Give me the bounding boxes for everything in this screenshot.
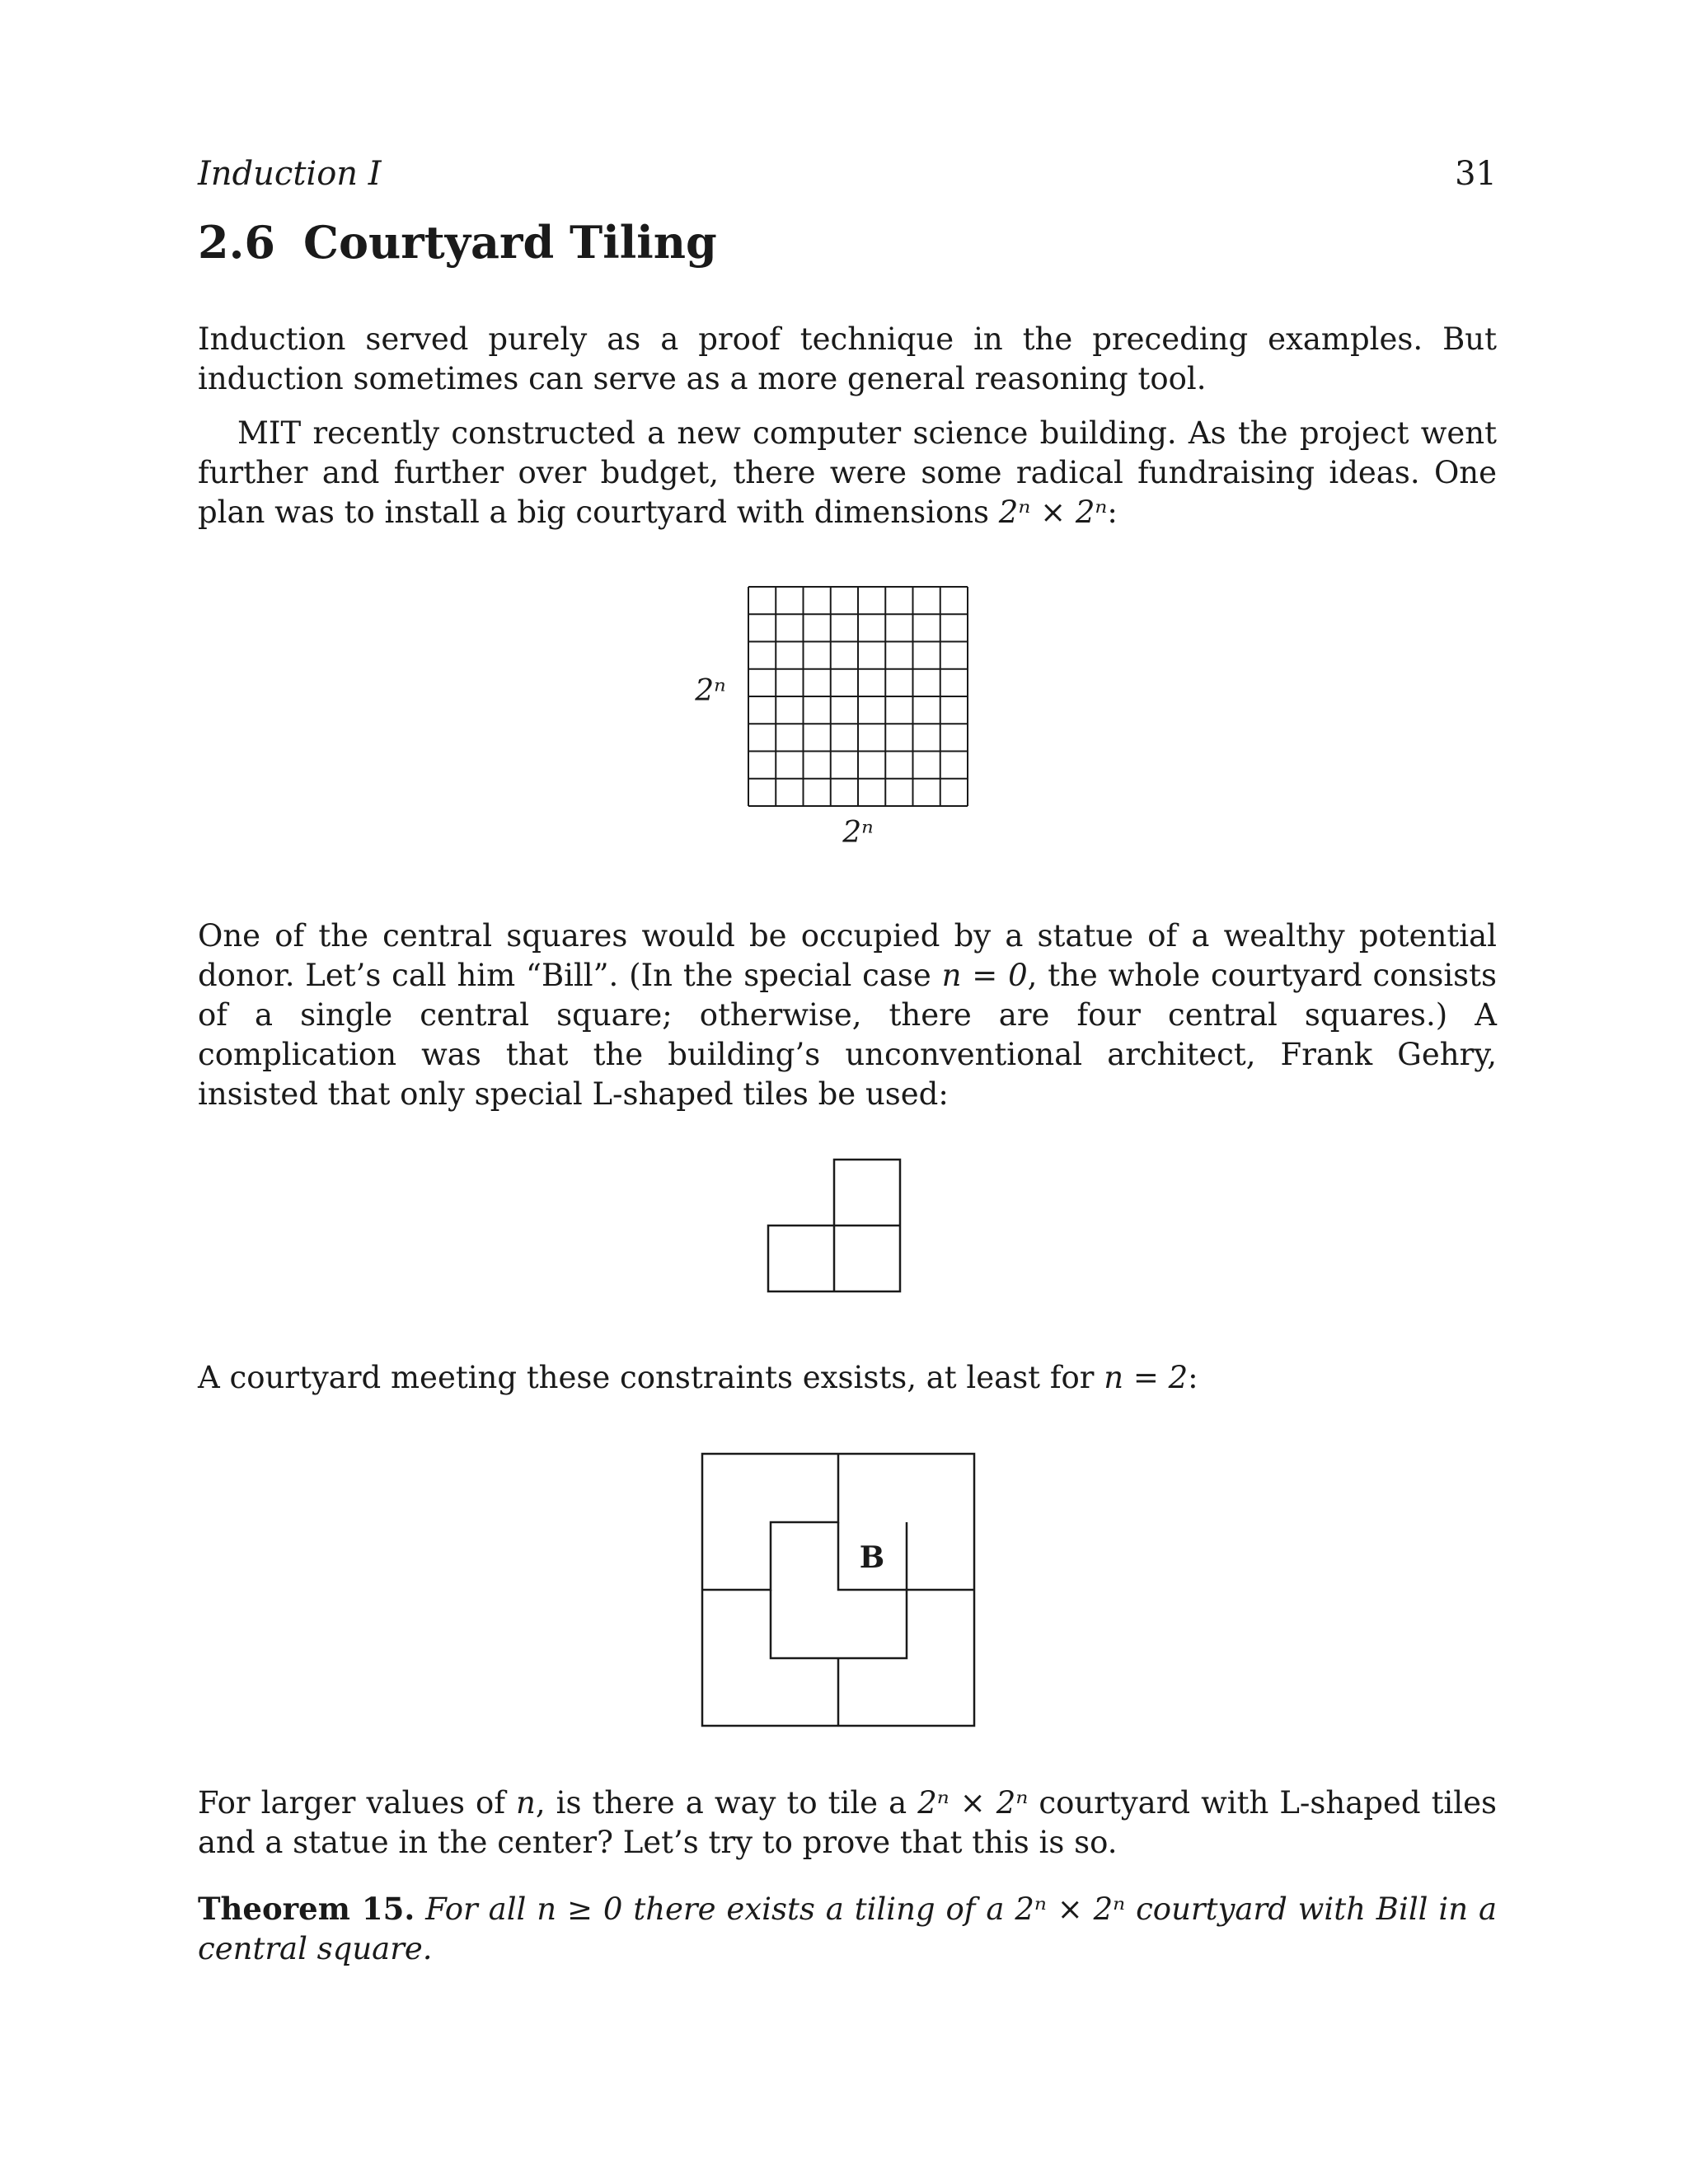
paragraph-question-text-b: , is there a way to tile a: [535, 1785, 918, 1821]
paragraph-question: [198, 1783, 1497, 1863]
section-title: [198, 216, 717, 269]
grid-lines: [748, 587, 968, 806]
theorem-15: [198, 1889, 1497, 1969]
tile-bottom: [771, 1590, 907, 1658]
section-title-text: Courtyard Tiling: [303, 216, 717, 269]
paragraph-building: [198, 414, 1497, 532]
paragraph-question-text-c: courtyard with L-shaped tiles and a statue in the center? Let’s try to prove that this is so.: [198, 1785, 1497, 1860]
grid-side-label: 2ⁿ: [695, 674, 726, 708]
bill-statue-label: B: [859, 1540, 885, 1575]
math-dimensions: 2ⁿ × 2ⁿ: [998, 494, 1108, 530]
punctuation: :: [1188, 1360, 1198, 1395]
page-number: 31: [1455, 155, 1497, 193]
paragraph-n2-text: A courtyard meeting these constraints exsists, at least for: [198, 1360, 1104, 1395]
grid-bottom-label: 2ⁿ: [842, 816, 874, 850]
paragraph-statue-text-b: , the whole courtyard consists of a single central square; otherwise, there are four central squares.) A complication was that the building’s unconventional architect, Frank Gehry, insisted that only special L-shaped tiles be used:: [198, 958, 1497, 1112]
courtyard-grid-figure: [692, 577, 915, 850]
punctuation: :: [1107, 494, 1118, 530]
math-n-equals-0: n = 0: [941, 958, 1028, 993]
paragraph-intro: [198, 320, 1497, 399]
math-dimensions: 2ⁿ × 2ⁿ: [917, 1785, 1029, 1821]
math-dimensions: 2ⁿ × 2ⁿ: [1015, 1891, 1126, 1927]
tile-top-left: [702, 1454, 838, 1590]
running-head: Induction I: [198, 155, 382, 193]
theorem-text-a: For all: [415, 1891, 537, 1927]
theorem-label: Theorem 15.: [198, 1891, 415, 1927]
l-tile-figure: [767, 1158, 907, 1298]
theorem-text-c: courtyard with Bill in a central square.: [198, 1891, 1498, 1966]
math-n-equals-2: n = 2: [1104, 1360, 1189, 1395]
paragraph-statue: [198, 916, 1497, 1114]
paragraph-building-text: MIT recently constructed a new computer science building. As the project went further and further over budget, there were some radical fundraising ideas. One plan was to install a big courtyard with dimensions: [198, 415, 1497, 530]
math-n: n: [516, 1785, 536, 1821]
theorem-text-b: there exists a tiling of a: [622, 1891, 1015, 1927]
math-n-geq-0: n ≥ 0: [537, 1891, 623, 1927]
paragraph-question-text-a: For larger values of: [198, 1785, 517, 1821]
section-number: 2.6: [198, 216, 275, 269]
tiling-with-bill-figure: [701, 1452, 981, 1732]
paragraph-intro-text: Induction served purely as a proof technique in the preceding examples. But induction sometimes can serve as a more general reasoning tool.: [198, 321, 1497, 396]
tile-top-right: [907, 1522, 974, 1590]
paragraph-statue-text-a: One of the central squares would be occupied by a statue of a wealthy potential donor. Let’s call him “Bill”. (In the special case: [198, 918, 1497, 993]
paragraph-n2: [198, 1358, 1497, 1398]
